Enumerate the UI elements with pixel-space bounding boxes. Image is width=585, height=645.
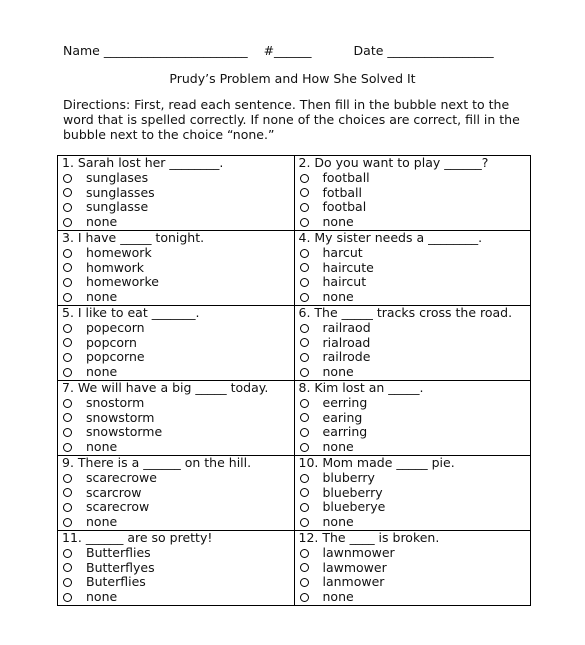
answer-option[interactable] bbox=[299, 336, 531, 351]
worksheet-title: Prudy’s Problem and How She Solved It bbox=[169, 71, 416, 86]
answer-bubble[interactable] bbox=[63, 278, 72, 287]
question-row bbox=[58, 305, 531, 380]
number-field: #______ bbox=[263, 43, 312, 58]
answer-option[interactable] bbox=[299, 411, 531, 426]
answer-option-label: popcorn bbox=[86, 334, 137, 350]
answer-option-label: popcorne bbox=[86, 349, 145, 365]
answer-option[interactable] bbox=[299, 500, 531, 515]
answer-option[interactable] bbox=[62, 590, 294, 605]
question-prompt: 10. Mom made _____ pie. bbox=[298, 454, 455, 470]
answer-option[interactable] bbox=[62, 425, 294, 440]
header-line bbox=[63, 43, 494, 58]
answer-bubble[interactable] bbox=[300, 578, 309, 587]
answer-option-label: haircute bbox=[322, 259, 374, 275]
answer-option-label: none bbox=[86, 514, 118, 530]
answer-option[interactable] bbox=[62, 515, 294, 530]
answer-option[interactable] bbox=[62, 546, 294, 561]
answer-option[interactable] bbox=[299, 590, 531, 605]
answer-bubble[interactable] bbox=[63, 353, 72, 362]
answer-option[interactable] bbox=[62, 561, 294, 576]
answer-option[interactable] bbox=[299, 200, 531, 215]
answer-bubble[interactable] bbox=[300, 413, 309, 422]
answer-option[interactable] bbox=[299, 561, 531, 576]
answer-bubble[interactable] bbox=[300, 503, 309, 512]
answer-option[interactable] bbox=[62, 500, 294, 515]
answer-option-label: railraod bbox=[322, 319, 371, 335]
answer-option-label: sunglasse bbox=[86, 199, 149, 215]
question-row bbox=[58, 455, 531, 530]
answer-option-label: fotball bbox=[322, 184, 362, 200]
answer-bubble[interactable] bbox=[300, 428, 309, 437]
question-prompt: 4. My sister needs a ________. bbox=[298, 229, 483, 245]
answer-bubble[interactable] bbox=[63, 428, 72, 437]
question-cell bbox=[58, 455, 295, 530]
answer-bubble[interactable] bbox=[300, 353, 309, 362]
answer-bubble[interactable] bbox=[300, 188, 309, 197]
answer-option-label: earring bbox=[322, 424, 368, 440]
answer-bubble[interactable] bbox=[63, 203, 72, 212]
answer-option[interactable] bbox=[62, 171, 294, 186]
directions-text: Directions: First, read each sentence. Then fill in the bubble next to the word that is spelled correctly. If none of the choices are correct, fill in the bubble next to the choice “none.” bbox=[63, 97, 520, 142]
answer-bubble[interactable] bbox=[63, 338, 72, 347]
answer-option-label: popecorn bbox=[86, 319, 145, 335]
answer-option-label: none bbox=[322, 589, 354, 605]
answer-option-label: football bbox=[322, 169, 370, 185]
answer-option[interactable] bbox=[299, 546, 531, 561]
question-prompt: 5. I like to eat _______. bbox=[62, 304, 200, 320]
answer-option[interactable] bbox=[299, 440, 531, 455]
answer-bubble[interactable] bbox=[63, 578, 72, 587]
answer-option[interactable] bbox=[299, 246, 531, 261]
answer-option-label: haircut bbox=[322, 274, 367, 290]
question-prompt: 6. The _____ tracks cross the road. bbox=[298, 304, 513, 320]
answer-option-label: sunglases bbox=[86, 169, 149, 185]
answer-option-label: none bbox=[322, 439, 354, 455]
answer-bubble[interactable] bbox=[63, 188, 72, 197]
answer-option[interactable] bbox=[62, 396, 294, 411]
answer-option[interactable] bbox=[62, 336, 294, 351]
question-prompt: 12. The ____ is broken. bbox=[298, 529, 440, 545]
answer-option[interactable] bbox=[62, 290, 294, 305]
answer-option-label: railrode bbox=[322, 349, 371, 365]
answer-bubble[interactable] bbox=[300, 593, 309, 602]
answer-bubble[interactable] bbox=[300, 518, 309, 527]
answer-bubble[interactable] bbox=[300, 218, 309, 227]
answer-option[interactable] bbox=[299, 575, 531, 590]
question-cell bbox=[58, 380, 295, 455]
answer-option-label: none bbox=[322, 364, 354, 380]
answer-option-label: none bbox=[86, 214, 118, 230]
answer-option-label: scarecrow bbox=[86, 499, 150, 515]
answer-option[interactable] bbox=[62, 471, 294, 486]
answer-bubble[interactable] bbox=[63, 518, 72, 527]
answer-option[interactable] bbox=[299, 425, 531, 440]
answer-option[interactable] bbox=[299, 321, 531, 336]
answer-option[interactable] bbox=[299, 186, 531, 201]
answer-option[interactable] bbox=[62, 440, 294, 455]
answer-bubble[interactable] bbox=[300, 399, 309, 408]
answer-option-label: scarecrowe bbox=[86, 469, 157, 485]
answer-bubble[interactable] bbox=[300, 474, 309, 483]
name-field: Name _______________________ bbox=[63, 43, 248, 58]
question-cell bbox=[294, 530, 531, 605]
answer-bubble[interactable] bbox=[300, 338, 309, 347]
answer-bubble[interactable] bbox=[63, 368, 72, 377]
answer-option-label: snostorm bbox=[86, 394, 145, 410]
answer-option[interactable] bbox=[62, 261, 294, 276]
question-prompt: 8. Kim lost an _____. bbox=[298, 379, 424, 395]
answer-bubble[interactable] bbox=[63, 263, 72, 272]
answer-bubble[interactable] bbox=[300, 293, 309, 302]
answer-option[interactable] bbox=[62, 200, 294, 215]
question-cell bbox=[58, 305, 295, 380]
answer-bubble[interactable] bbox=[300, 263, 309, 272]
question-prompt: 7. We will have a big _____ today. bbox=[62, 379, 269, 395]
question-cell bbox=[58, 530, 295, 605]
answer-bubble[interactable] bbox=[300, 368, 309, 377]
answer-option-label: lanmower bbox=[322, 574, 385, 590]
answer-option[interactable] bbox=[299, 471, 531, 486]
answer-option-label: none bbox=[322, 214, 354, 230]
answer-option[interactable] bbox=[62, 246, 294, 261]
answer-option-label: rialroad bbox=[322, 334, 371, 350]
answer-bubble[interactable] bbox=[300, 203, 309, 212]
answer-bubble[interactable] bbox=[300, 174, 309, 183]
answer-bubble[interactable] bbox=[300, 549, 309, 558]
answer-option-label: Buterflies bbox=[86, 574, 146, 590]
question-cell bbox=[294, 156, 531, 231]
answer-bubble[interactable] bbox=[63, 563, 72, 572]
answer-option[interactable] bbox=[62, 350, 294, 365]
answer-bubble[interactable] bbox=[63, 399, 72, 408]
answer-bubble[interactable] bbox=[63, 324, 72, 333]
date-field: Date _________________ bbox=[353, 43, 494, 58]
answer-bubble[interactable] bbox=[300, 488, 309, 497]
answer-bubble[interactable] bbox=[300, 249, 309, 258]
question-prompt: 9. There is a ______ on the hill. bbox=[62, 454, 252, 470]
answer-bubble[interactable] bbox=[300, 563, 309, 572]
answer-option-label: harcut bbox=[322, 244, 363, 260]
answer-option-label: scarcrow bbox=[86, 484, 142, 500]
answer-bubble[interactable] bbox=[63, 503, 72, 512]
answer-option[interactable] bbox=[299, 261, 531, 276]
answer-bubble[interactable] bbox=[63, 413, 72, 422]
question-prompt: 2. Do you want to play ______? bbox=[298, 155, 489, 170]
answer-option[interactable] bbox=[299, 515, 531, 530]
answer-option-label: bluberry bbox=[322, 469, 375, 485]
answer-bubble[interactable] bbox=[300, 443, 309, 452]
answer-option-label: lawmower bbox=[322, 559, 387, 575]
answer-option-label: blueberry bbox=[322, 484, 383, 500]
answer-option[interactable] bbox=[299, 396, 531, 411]
answer-bubble[interactable] bbox=[63, 488, 72, 497]
answer-option[interactable] bbox=[299, 171, 531, 186]
answer-option[interactable] bbox=[299, 275, 531, 290]
answer-bubble[interactable] bbox=[63, 249, 72, 258]
answer-bubble[interactable] bbox=[63, 549, 72, 558]
question-row bbox=[58, 230, 531, 305]
answer-option-label: footbal bbox=[322, 199, 367, 215]
answer-option-label: homwork bbox=[86, 259, 144, 275]
answer-option-label: none bbox=[86, 289, 118, 305]
question-cell bbox=[58, 156, 295, 231]
question-cell bbox=[294, 380, 531, 455]
answer-option-label: none bbox=[86, 589, 118, 605]
question-cell bbox=[58, 230, 295, 305]
answer-option[interactable] bbox=[62, 215, 294, 230]
answer-bubble[interactable] bbox=[300, 324, 309, 333]
answer-bubble[interactable] bbox=[300, 278, 309, 287]
question-cell bbox=[294, 305, 531, 380]
answer-option-label: lawnmower bbox=[322, 544, 395, 560]
question-cell bbox=[294, 455, 531, 530]
answer-option-label: blueberye bbox=[322, 499, 386, 515]
answer-option-label: none bbox=[86, 364, 118, 380]
answer-option[interactable] bbox=[299, 486, 531, 501]
answer-option[interactable] bbox=[299, 215, 531, 230]
answer-option-label: Butterflies bbox=[86, 544, 151, 560]
answer-bubble[interactable] bbox=[63, 293, 72, 302]
answer-option-label: none bbox=[322, 289, 354, 305]
answer-option[interactable] bbox=[62, 186, 294, 201]
questions-table bbox=[57, 155, 531, 606]
question-row bbox=[58, 380, 531, 455]
answer-option-label: earing bbox=[322, 409, 363, 425]
answer-bubble[interactable] bbox=[63, 443, 72, 452]
answer-option-label: sunglasses bbox=[86, 184, 155, 200]
question-prompt: 3. I have _____ tonight. bbox=[62, 229, 205, 245]
question-row bbox=[58, 156, 531, 231]
question-prompt: 11. ______ are so pretty! bbox=[62, 529, 213, 545]
answer-option-label: homeworke bbox=[86, 274, 159, 290]
answer-option[interactable] bbox=[62, 321, 294, 336]
question-row bbox=[58, 530, 531, 605]
answer-option[interactable] bbox=[62, 275, 294, 290]
answer-bubble[interactable] bbox=[63, 174, 72, 183]
answer-option-label: Butterflyes bbox=[86, 559, 155, 575]
answer-option-label: eerring bbox=[322, 394, 368, 410]
answer-option-label: none bbox=[86, 439, 118, 455]
question-cell bbox=[294, 230, 531, 305]
question-prompt: 1. Sarah lost her ________. bbox=[62, 155, 224, 170]
answer-option[interactable] bbox=[62, 411, 294, 426]
answer-option[interactable] bbox=[299, 350, 531, 365]
answer-option[interactable] bbox=[62, 486, 294, 501]
answer-bubble[interactable] bbox=[63, 218, 72, 227]
answer-option[interactable] bbox=[299, 290, 531, 305]
answer-option-label: homework bbox=[86, 244, 152, 260]
answer-option-label: snowstorme bbox=[86, 424, 163, 440]
answer-option[interactable] bbox=[62, 365, 294, 380]
answer-bubble[interactable] bbox=[63, 593, 72, 602]
answer-option-label: none bbox=[322, 514, 354, 530]
answer-option[interactable] bbox=[62, 575, 294, 590]
answer-bubble[interactable] bbox=[63, 474, 72, 483]
answer-option-label: snowstorm bbox=[86, 409, 155, 425]
answer-option[interactable] bbox=[299, 365, 531, 380]
